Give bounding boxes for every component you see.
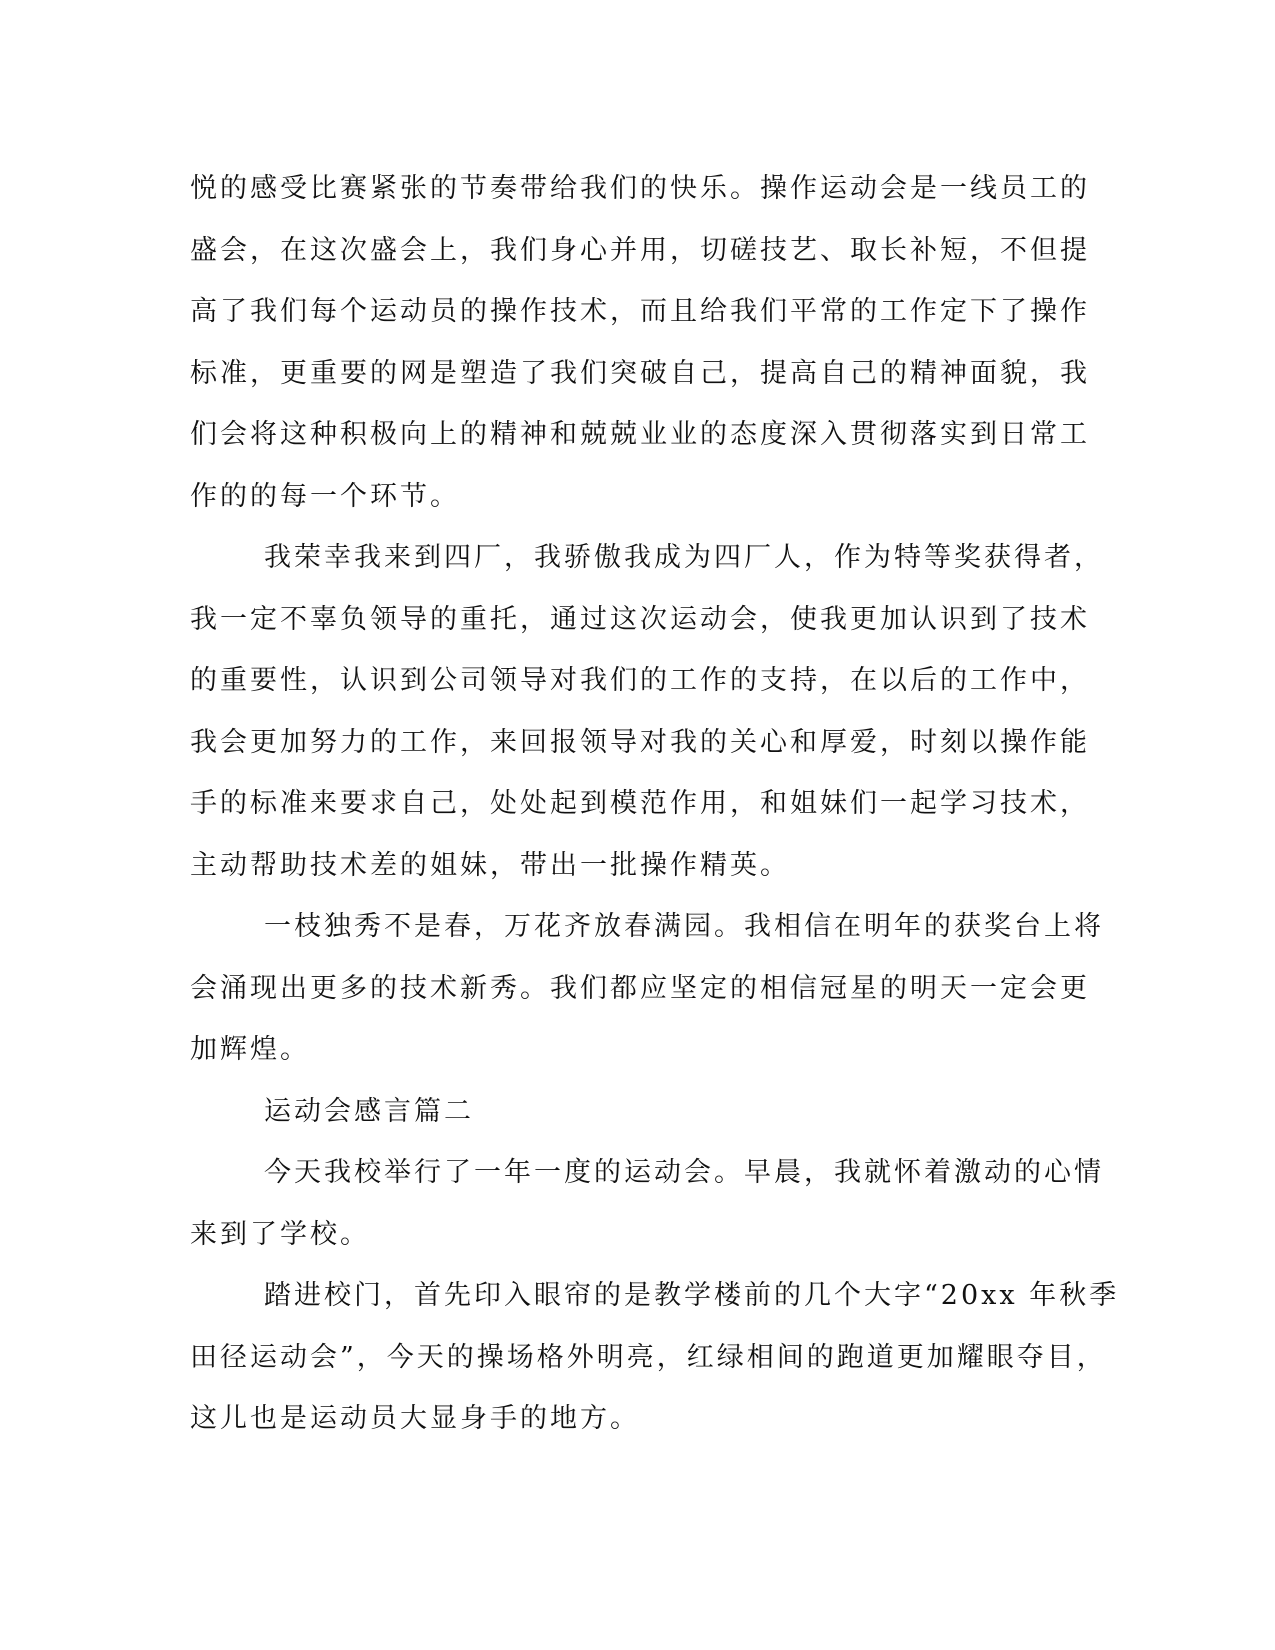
text-line: 田径运动会”，今天的操场格外明亮，红绿相间的跑道更加耀眼夺目， <box>190 1341 1107 1373</box>
text-line: 手的标准来要求自己，处处起到模范作用，和姐妹们一起学习技术， <box>190 788 1090 819</box>
paragraph-first-line: 一枝独秀不是春，万花齐放春满园。我相信在明年的获奖台上将 <box>264 911 1104 942</box>
text-line: 我一定不辜负领导的重托，通过这次运动会，使我更加认识到了技术 <box>190 603 1090 635</box>
section-heading: 运动会感言篇二 <box>264 1095 474 1127</box>
text-line: 作的的每一个环节。 <box>190 480 460 512</box>
paragraph-first-line: 今天我校举行了一年一度的运动会。早晨，我就怀着激动的心情 <box>264 1157 1104 1188</box>
text-line: 高了我们每个运动员的操作技术，而且给我们平常的工作定下了操作 <box>190 296 1090 327</box>
text-line: 会涌现出更多的技术新秀。我们都应坚定的相信冠星的明天一定会更 <box>190 972 1090 1004</box>
text-line: 加辉煌。 <box>190 1034 310 1065</box>
text-line: 盛会，在这次盛会上，我们身心并用，切磋技艺、取长补短，不但提 <box>190 234 1090 266</box>
paragraph-first-line: 踏进校门，首先印入眼帘的是教学楼前的几个大字“20xx 年秋季 <box>264 1280 1120 1311</box>
document-body <box>190 158 1120 1450</box>
paragraph-first-line: 我荣幸我来到四厂，我骄傲我成为四厂人，作为特等奖获得者， <box>264 542 1104 573</box>
text-line: 标准，更重要的网是塑造了我们突破自己，提高自己的精神面貌，我 <box>190 357 1090 389</box>
text-line: 我会更加努力的工作，来回报领导对我的关心和厚爱，时刻以操作能 <box>190 726 1090 758</box>
text-line: 悦的感受比赛紧张的节奏带给我们的快乐。操作运动会是一线员工的 <box>190 173 1090 204</box>
text-line: 这儿也是运动员大显身手的地方。 <box>190 1403 640 1434</box>
text-line: 们会将这种积极向上的精神和兢兢业业的态度深入贯彻落实到日常工 <box>190 419 1090 450</box>
text-line: 来到了学校。 <box>190 1218 370 1250</box>
text-line: 主动帮助技术差的姐妹，带出一批操作精英。 <box>190 849 790 881</box>
text-line: 的重要性，认识到公司领导对我们的工作的支持，在以后的工作中， <box>190 665 1090 696</box>
